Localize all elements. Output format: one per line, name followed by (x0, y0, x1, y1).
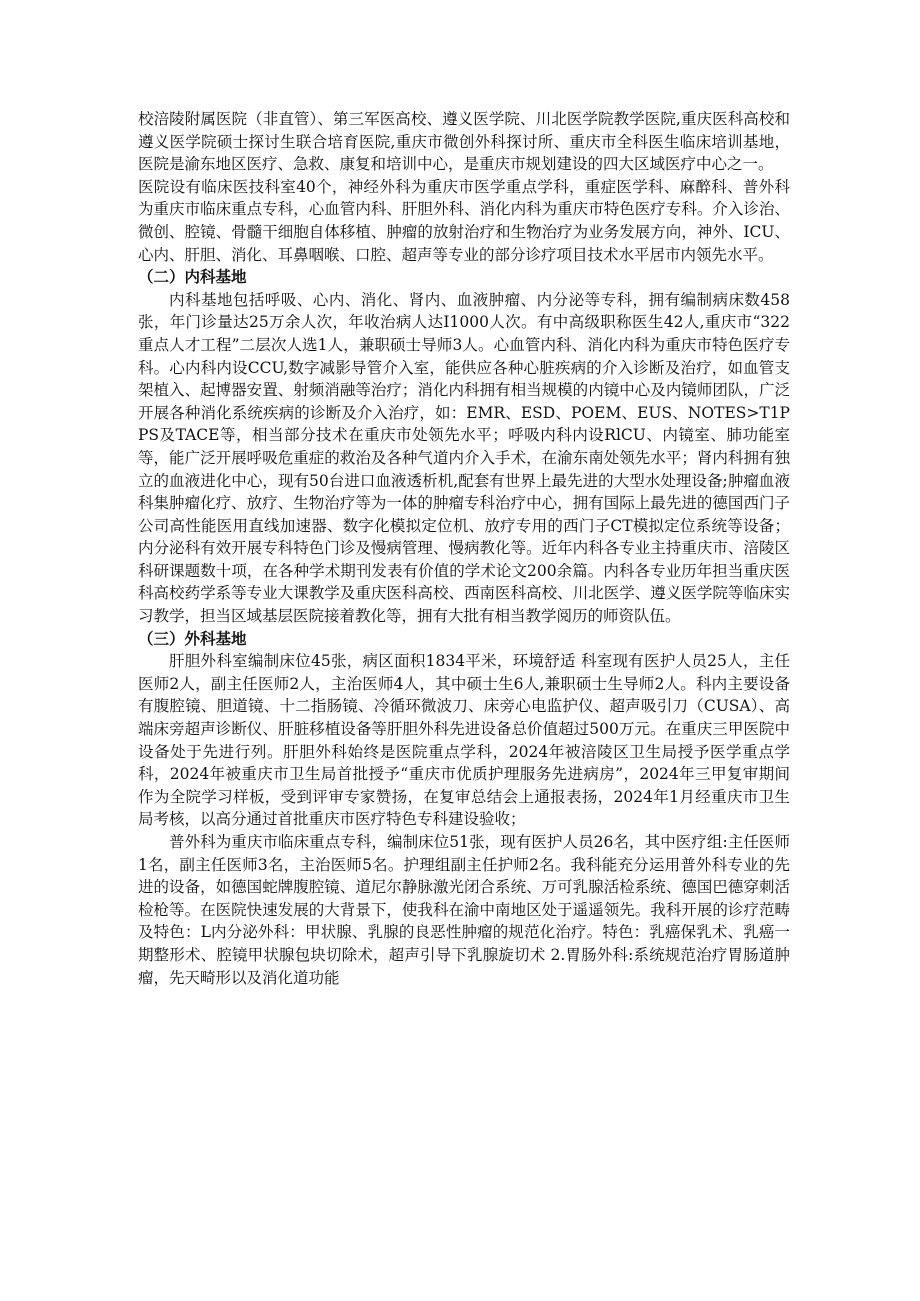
document-page (138, 108, 790, 989)
paragraph-general-surgery: 普外科为重庆市临床重点专科，编制床位51张，现有医护人员26名，其中医疗组:主任医师1名，副主任医师3名，主治医师5名。护理组副主任护师2名。我科能充分运用普外科专业的先进的设备，如德国蛇牌腹腔镜、道尼尔静脉激光闭合系统、万可乳腺活检系统、德国巴德穿刺活检枪等。在医院快速发展的大背景下，使我科在渝中南地区处于遥遥领先。我科开展的诊疗范畴及特色：L内分泌外科：甲状腺、乳腺的良恶性肿瘤的规范化治疗。特色：乳癌保乳术、乳癌一期整形术、腔镜甲状腺包块切除术，超声引导下乳腺旋切术 2.胃肠外科:系统规范治疗胃肠道肿瘤，先天畸形以及消化道功能 (138, 833, 790, 987)
paragraph-hospital-intro: 校涪陵附属医院（非直管）、第三军医高校、遵义医学院、川北医学院教学医院,重庆医科高校和遵义医学院硕士探讨生联合培育医院,重庆市微创外科探讨所、重庆市全科医生临床培训基地，医院是渝东地区医疗、急救、康复和培训中心，是重庆市规划建设的四大区域医疗中心之一。 (138, 110, 790, 174)
section-heading-internal-medicine: （二）内科基地 (138, 267, 247, 287)
paragraph-departments: 医院设有临床医技科室40个，神经外科为重庆市医学重点学科，重症医学科、麻醉科、普外科为重庆市临床重点专科，心血管内科、肝胆外科、消化内科为重庆市特色医疗专科。介入诊治、微创、腔镜、骨髓干细胞自体移植、肿瘤的放射治疗和生物治疗为业务发展方向，神外、ICU、心内、肝胆、消化、耳鼻咽喉、口腔、超声等专业的部分诊疗项目技术水平居市内领先水平。 (138, 177, 790, 264)
paragraph-internal-medicine: 内科基地包括呼吸、心内、消化、肾内、血液肿瘤、内分泌等专科，拥有编制病床数458张，年门诊量达25万余人次，年收治病人达I1000人次。有中高级职称医生42人,重庆市“322重点人才工程”二层次人选1人，兼职硕士导师3人。心血管内科、消化内科为重庆市特色医疗专科。心内科内设CCU,数字减影导管介入室，能供应各种心脏疾病的介入诊断及治疗，如血管支架植入、起博器安置、射频消融等治疗；消化内科拥有相当规模的内镜中心及内镜师团队，广泛开展各种消化系统疾病的诊断及介入治疗，如：EMR、ESD、POEM、EUS、NOTES>T1PPS及TACE等，相当部分技术在重庆市处领先水平；呼吸内科内设RlCU、内镜室、肺功能室等，能广泛开展呼吸危重症的救治及各种气道内介入手术，在渝东南处领先水平；肾内科拥有独立的血液进化中心，现有50台进口血液透析机,配套有世界上最先进的大型水处理设备;肿瘤血液科集肿瘤化疗、放疗、生物治疗等为一体的肿瘤专科治疗中心，拥有国际上最先进的德国西门子公司高性能医用直线加速器、数字化模拟定位机、放疗专用的西门子CT模拟定位系统等设备；内分泌科有效开展专科特色门诊及慢病管理、慢病教化等。近年内科各专业主持重庆市、涪陵区科研课题数十项，在各种学术期刊发表有价值的学术论文200余篇。内科各专业历年担当重庆医科高校药学系等专业大课教学及重庆医科高校、西南医科高校、川北医学、遵义医学院等临床实习教学，担当区域基层医院接着教化等，拥有大批有相当教学阅历的师资队伍。 (138, 290, 790, 626)
section-heading-surgery: （三）外科基地 (138, 628, 247, 648)
paragraph-hepatobiliary-surgery: 肝胆外科室编制床位45张，病区面积1834平米，环境舒适 科室现有医护人员25人，主任医师2人，副主任医师2人，主治医师4人，其中硕士生6人,兼职硕士生导师2人。科内主要设备有腹腔镜、胆道镜、十二指肠镜、冷循环微波刀、床旁心电监护仪、超声吸引刀（CUSA）、高端床旁超声诊断仪、肝脏移植设备等肝胆外科先进设备总价值超过500万元。在重庆三甲医院中设备处于先进行列。肝胆外科始终是医院重点学科，2024年被涪陵区卫生局授予医学重点学科，2024年被重庆市卫生局首批授予“重庆市优质护理服务先进病房”，2024年三甲复审期间作为全院学习样板，受到评审专家赞扬，在复审总结会上通报表扬，2024年1月经重庆市卫生局考核，以高分通过首批重庆市医疗特色专科建设验收； (138, 652, 790, 829)
